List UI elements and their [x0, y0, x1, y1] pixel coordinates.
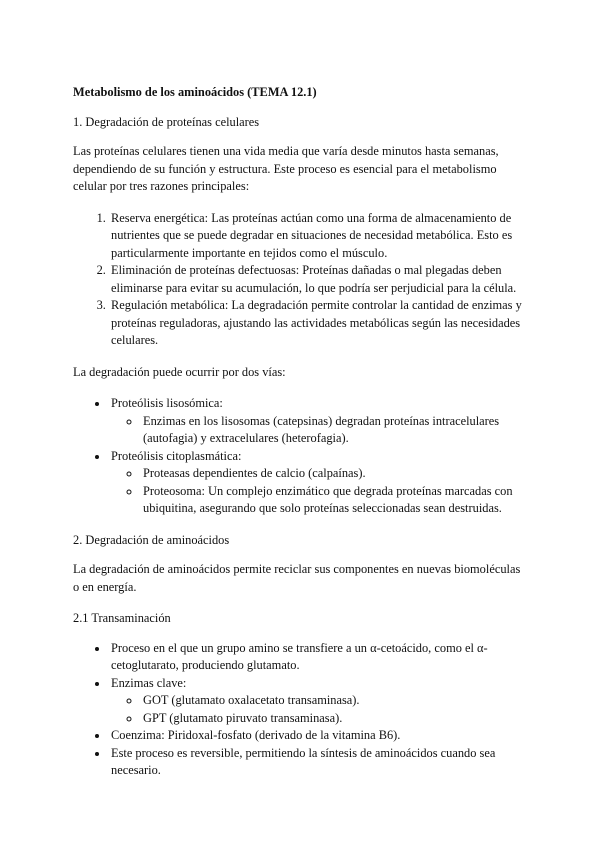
pathways-intro: La degradación puede ocurrir por dos vías:	[73, 364, 286, 379]
section-2-intro: La degradación de aminoácidos permite reciclar sus componentes en nuevas biomoléculas o en energía.	[73, 562, 521, 594]
pathway-item-lysosomal	[109, 395, 529, 448]
transamination-item: • Este proceso es reversible, permitiendo la síntesis de aminoácidos cuando sea necesario.	[109, 745, 529, 780]
section-1-intro: Las proteínas celulares tienen una vida media que varía desde minutos hasta semanas, dependiendo de su función y estructura. Este proceso es esencial para el metabolismo celular por tres razones principales:	[73, 144, 499, 193]
transamination-item: • Coenzima: Piridoxal-fosfato (derivado de la vitamina B6).	[109, 727, 529, 745]
document-title: Metabolismo de los aminoácidos (TEMA 12.1)	[73, 85, 317, 99]
section-2-heading: 2. Degradación de aminoácidos	[73, 532, 230, 547]
transamination-list	[73, 640, 529, 780]
pathway-sub-list	[111, 465, 529, 518]
pathways-list	[73, 395, 529, 518]
document-page	[73, 84, 529, 794]
transamination-item: • Proceso en el que un grupo amino se transfiere a un α-cetoácido, como el α-cetoglutarato, produciendo glutamato.	[109, 640, 529, 675]
pathway-label: Proteólisis citoplasmática:	[111, 448, 242, 463]
pathway-sub-item: ◦ Enzimas en los lisosomas (catepsinas) degradan proteínas intracelulares (autofagia) y extracelulares (heterofagia).	[141, 413, 529, 448]
enzymes-label: Enzimas clave:	[111, 675, 187, 690]
reason-item-defective-proteins: 2. Eliminación de proteínas defectuosas: Proteínas dañadas o mal plegadas deben eliminarse para evitar su acumulación, lo que podría ser perjudicial para la célula.	[109, 262, 529, 297]
reason-item-energy: 1. Reserva energética: Las proteínas actúan como una forma de almacenamiento de nutrientes que se puede degradar en situaciones de necesidad metabólica. Esto es particularmente importante en tejidos como el músculo.	[109, 210, 529, 263]
reasons-list	[73, 210, 529, 350]
enzyme-item-gpt: ◦ GPT (glutamato piruvato transaminasa).	[141, 710, 529, 728]
enzyme-item-got: ◦ GOT (glutamato oxalacetato transaminasa).	[141, 692, 529, 710]
subsection-2-1-heading: 2.1 Transaminación	[73, 611, 171, 625]
pathway-label: Proteólisis lisosómica:	[111, 396, 223, 410]
pathway-sub-list	[111, 413, 529, 448]
enzymes-sub-list	[111, 692, 529, 727]
pathway-sub-item: ◦ Proteasas dependientes de calcio (calpaínas).	[141, 465, 529, 483]
section-1-heading: 1. Degradación de proteínas celulares	[73, 114, 260, 129]
pathway-sub-item: ◦ Proteosoma: Un complejo enzimático que degrada proteínas marcadas con ubiquitina, asegurando que solo proteínas seleccionadas sean destruidas.	[141, 483, 529, 518]
transamination-item-enzymes	[109, 675, 529, 728]
pathway-item-cytoplasmic	[109, 448, 529, 518]
reason-item-metabolic-regulation: 3. Regulación metabólica: La degradación permite controlar la cantidad de enzimas y proteínas reguladoras, ajustando las actividades metabólicas según las necesidades celulares.	[109, 297, 529, 350]
